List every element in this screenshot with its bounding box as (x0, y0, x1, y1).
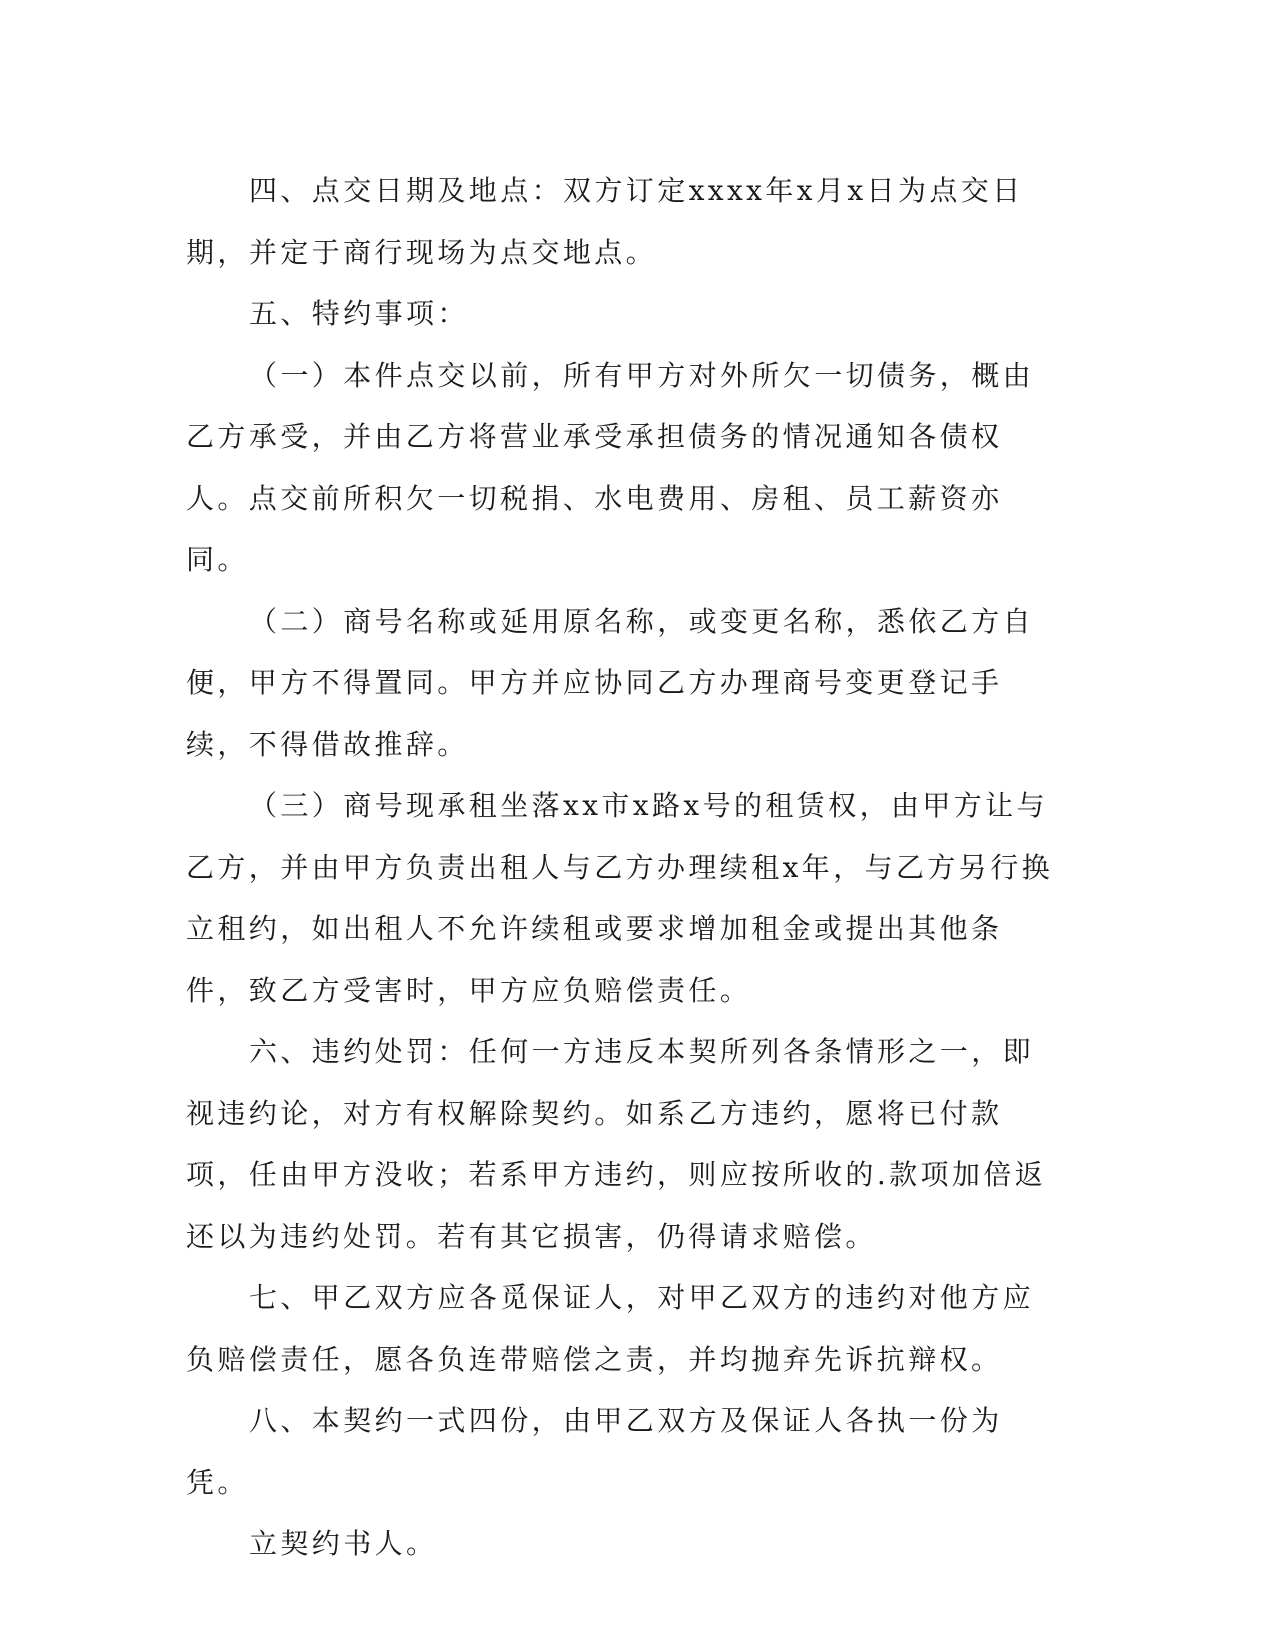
text-line: ，如出租人不允许续租或要求增加租金或提出其他条件，致乙方受害 (186, 912, 1003, 1007)
special-item-two-paragraph (186, 591, 1062, 776)
text-line: 六、违约处罚：任何一方违反本契所列各条情形之一，即视违约 (186, 1035, 1035, 1130)
clause-six-paragraph (186, 1021, 1062, 1267)
text-line: 其它损害，仍得请求赔偿。 (500, 1219, 877, 1253)
text-line: 方，并由甲方负责出租人与乙方办理续租x年，与乙方另行换立租约 (186, 850, 1054, 945)
text-line: 时，甲方应负赔偿责任。 (405, 973, 752, 1007)
text-line: 并定于商行现场为点交地点。 (248, 235, 658, 269)
contract-body (186, 160, 1062, 1575)
clause-four-paragraph (186, 160, 1062, 283)
special-item-three-paragraph (186, 775, 1062, 1021)
text-line: 收；若系甲方违约，则应按所收的.款项加倍返还以为违约处罚。若有 (186, 1158, 1047, 1253)
text-line: 论，对方有权解除契约。如系乙方违约，愿将已付款项，任由甲方没 (186, 1096, 1003, 1191)
text-line: 五、特约事项： (249, 297, 469, 330)
text-line: （二）商号名称或延用原名称，或变更名称，悉依乙方自便，甲 (186, 604, 1035, 699)
clause-seven-paragraph (186, 1267, 1062, 1390)
text-line: 受，并由乙方将营业承受承担债务的情况通知各债权人。点交前所积 (186, 420, 1003, 515)
signatory-line (186, 1513, 1062, 1575)
text-line: 方不得置同。甲方并应协同乙方办理商号变更登记手续，不得借故推 (186, 666, 1003, 761)
special-item-one-paragraph (186, 345, 1062, 591)
text-line: 八、本契约一式四份，由甲乙双方及保证人各执一份为凭。 (186, 1404, 1003, 1499)
text-line: 责任，愿各负连带赔偿之责，并均抛弃先诉抗辩权。 (280, 1342, 1003, 1376)
text-line: 辞。 (405, 727, 469, 761)
text-line: 四、点交日期及地点：双方订定xxxx年x月x日为点交日期， (186, 174, 1024, 269)
clause-eight-paragraph (186, 1390, 1062, 1513)
clause-five-heading (186, 283, 1062, 345)
text-line: 立契约书人。 (249, 1527, 438, 1560)
text-line: 七、甲乙双方应各觅保证人，对甲乙双方的违约对他方应负赔偿 (186, 1281, 1035, 1376)
text-line: （三）商号现承租坐落xx市x路x号的租赁权，由甲方让与乙 (186, 789, 1048, 884)
text-line: 欠一切税捐、水电费用、房租、员工薪资亦同。 (186, 481, 1003, 576)
text-line: （一）本件点交以前，所有甲方对外所欠一切债务，概由乙方承 (186, 358, 1035, 453)
